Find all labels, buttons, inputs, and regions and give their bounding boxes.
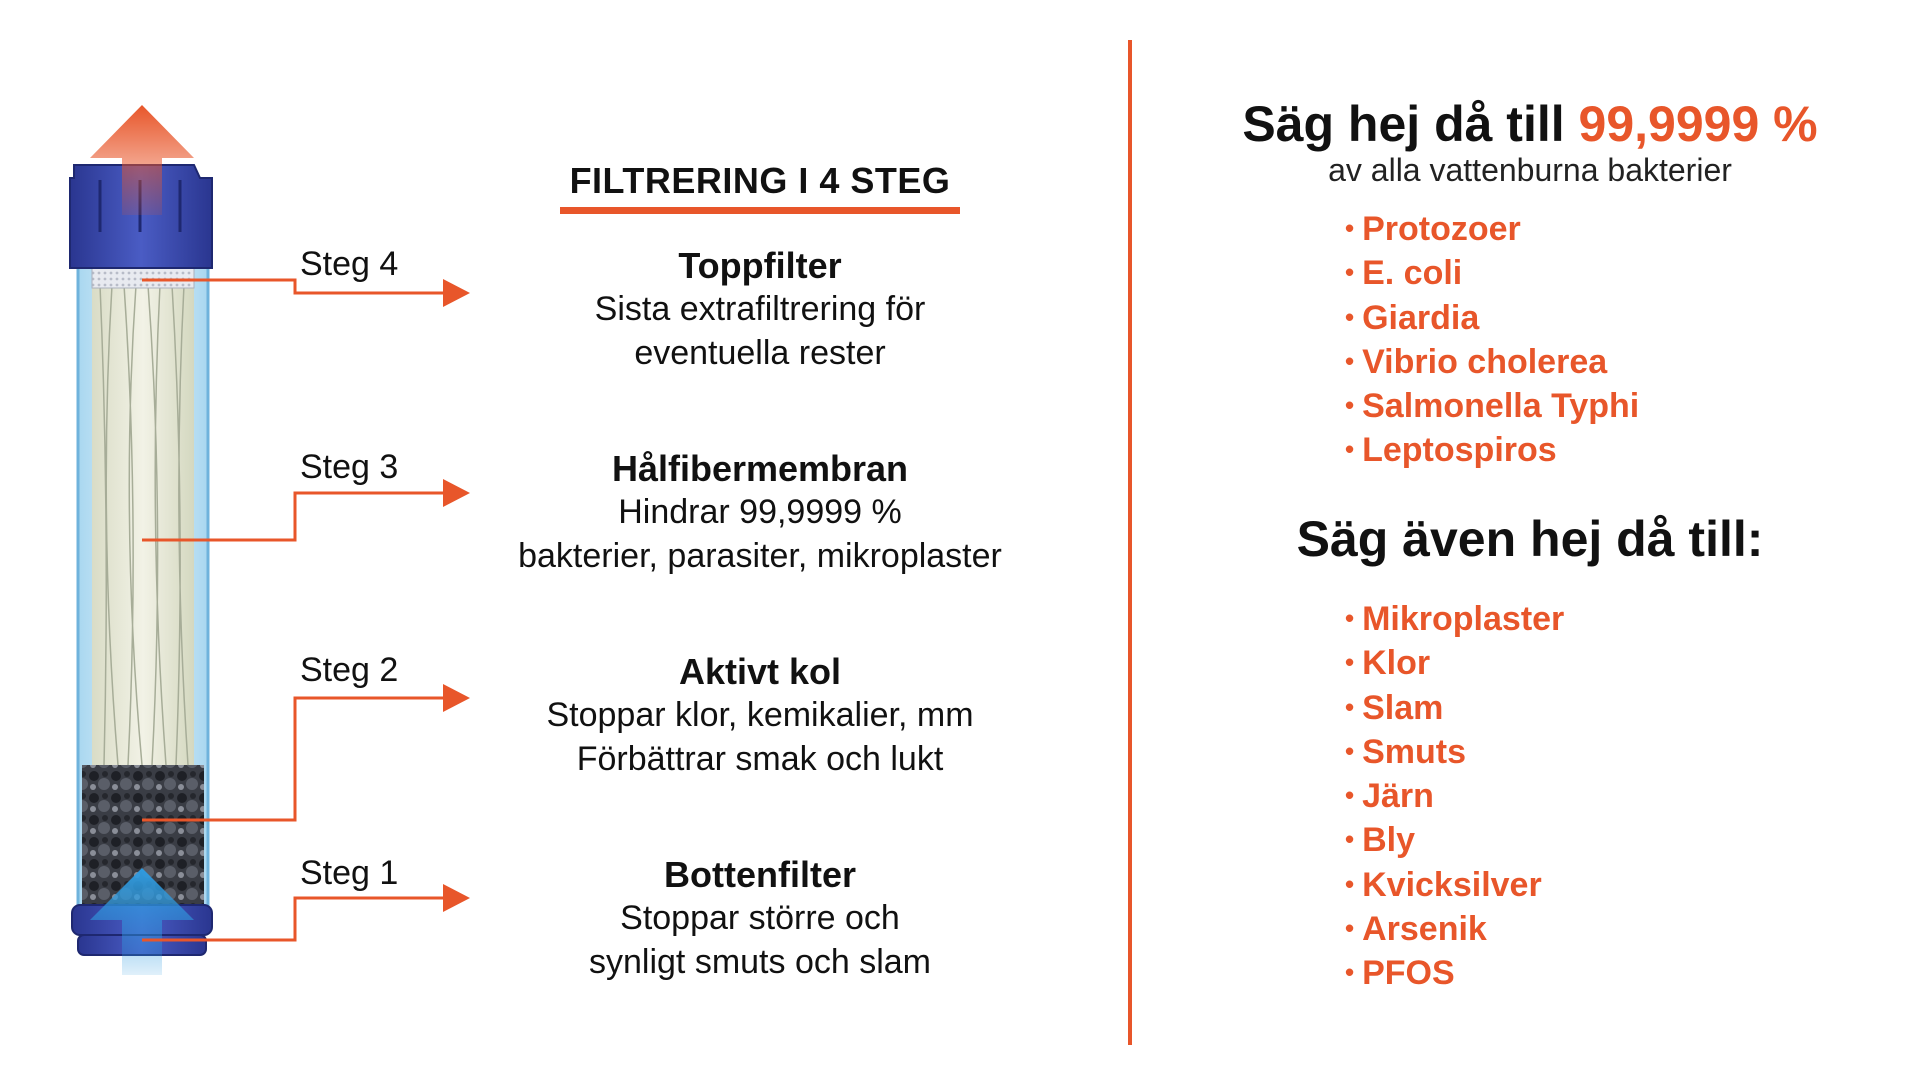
list-item: • Vibrio cholerea bbox=[1345, 342, 1608, 381]
bullet-icon: • bbox=[1345, 345, 1355, 376]
list-item: • Protozoer bbox=[1345, 210, 1521, 248]
bacteria-heading-prefix: Säg hej då till bbox=[1242, 96, 1565, 152]
top-filter-mesh bbox=[92, 268, 194, 288]
stage-3-block bbox=[440, 448, 1080, 578]
list-item: • Järn bbox=[1345, 777, 1434, 816]
contaminants-list bbox=[1345, 598, 1564, 997]
list-item: • Slam bbox=[1345, 688, 1444, 727]
stage-1-line-1: Stoppar större och bbox=[620, 899, 900, 937]
bullet-icon: • bbox=[1345, 824, 1355, 855]
list-item: • E. coli bbox=[1345, 254, 1463, 293]
stage-3-line-2: bakterier, parasiter, mikroplaster bbox=[518, 537, 1002, 575]
steg-4-label: Steg 4 bbox=[300, 245, 399, 283]
bullet-icon: • bbox=[1345, 434, 1355, 465]
steg-3-label: Steg 3 bbox=[300, 448, 399, 486]
stage-1-line-2: synligt smuts och slam bbox=[589, 943, 931, 981]
bullet-icon: • bbox=[1345, 257, 1355, 288]
list-item: • Salmonella Typhi bbox=[1345, 387, 1640, 426]
list-item: • Arsenik bbox=[1345, 910, 1487, 949]
vertical-divider bbox=[1128, 40, 1132, 1045]
stage-4-line-2: eventuella rester bbox=[634, 334, 886, 372]
bullet-icon: • bbox=[1345, 735, 1355, 766]
steg-2-label: Steg 2 bbox=[300, 651, 399, 689]
list-item: • Kvicksilver bbox=[1345, 865, 1542, 904]
bacteria-list bbox=[1345, 208, 1639, 474]
list-item: • Klor bbox=[1345, 644, 1431, 683]
stage-4-line-1: Sista extrafiltrering för bbox=[594, 290, 926, 328]
bullet-icon: • bbox=[1345, 957, 1355, 988]
stage-2-line-2: Förbättrar smak och lukt bbox=[576, 740, 944, 778]
bacteria-subheading: av alla vattenburna bakterier bbox=[1328, 152, 1732, 188]
list-item: • Leptospiros bbox=[1345, 431, 1557, 470]
stage-4-block bbox=[440, 245, 1080, 375]
list-item: • PFOS bbox=[1345, 954, 1455, 993]
list-item: • Giardia bbox=[1345, 298, 1480, 337]
bullet-icon: • bbox=[1345, 390, 1355, 421]
bullet-icon: • bbox=[1345, 691, 1355, 722]
stage-2-block bbox=[440, 651, 1080, 781]
bullet-icon: • bbox=[1345, 913, 1355, 944]
title-underline bbox=[560, 207, 960, 214]
hollow-fiber-membrane bbox=[92, 285, 194, 765]
stage-2-heading: Aktivt kol bbox=[678, 651, 842, 692]
stage-4-heading: Toppfilter bbox=[678, 245, 842, 286]
bullet-icon: • bbox=[1345, 647, 1355, 678]
diagram-title: FILTRERING I 4 STEG bbox=[569, 160, 951, 201]
bullet-icon: • bbox=[1345, 603, 1355, 633]
bullet-icon: • bbox=[1345, 301, 1355, 332]
bacteria-heading-percentage: 99,9999 % bbox=[1578, 96, 1818, 152]
bullet-icon: • bbox=[1345, 780, 1355, 811]
stage-2-line-1: Stoppar klor, kemikalier, mm bbox=[546, 696, 974, 734]
stage-1-heading: Bottenfilter bbox=[664, 854, 856, 895]
list-item: • Smuts bbox=[1345, 732, 1467, 771]
contaminants-heading: Säg även hej då till: bbox=[1296, 511, 1764, 567]
stage-3-line-1: Hindrar 99,9999 % bbox=[618, 493, 902, 531]
bacteria-heading bbox=[1160, 95, 1900, 153]
list-item: • Mikroplaster bbox=[1345, 600, 1565, 638]
stage-3-heading: Hålfibermembran bbox=[611, 448, 909, 489]
stage-1-block bbox=[440, 854, 1080, 984]
bullet-icon: • bbox=[1345, 868, 1355, 899]
list-item: • Bly bbox=[1345, 821, 1416, 860]
steg-1-label: Steg 1 bbox=[300, 854, 399, 892]
bullet-icon: • bbox=[1345, 213, 1355, 243]
